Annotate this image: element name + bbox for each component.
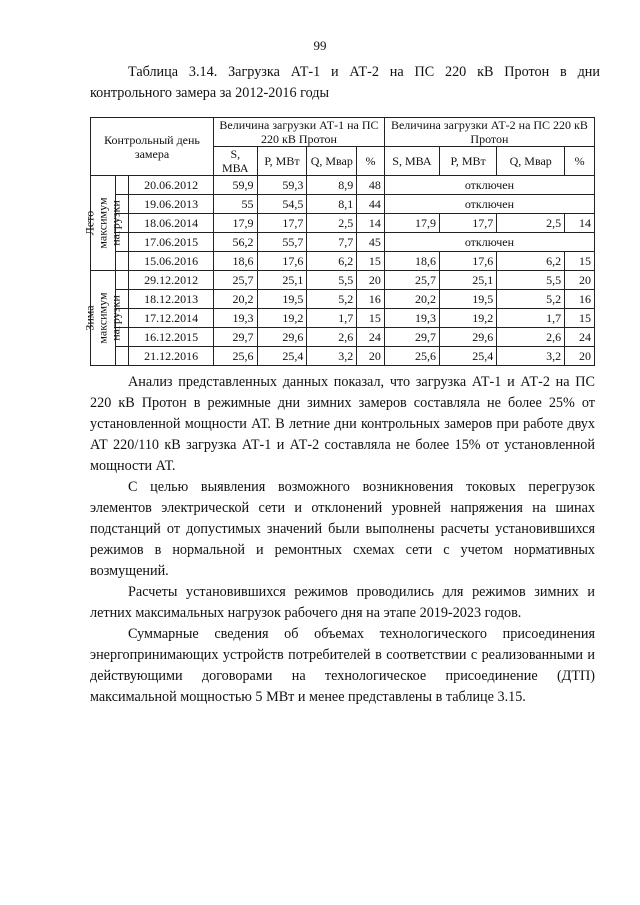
table-body xyxy=(82,118,595,366)
table-row xyxy=(91,214,595,233)
at2-value: 1,7 xyxy=(497,309,565,328)
at2-value: 25,1 xyxy=(440,271,497,290)
at1-value: 17,7 xyxy=(257,214,307,233)
at1-value: 45 xyxy=(357,233,385,252)
at2-value: 15 xyxy=(565,252,595,271)
table-caption xyxy=(90,62,600,104)
table-row xyxy=(91,328,595,347)
col-header: Q, Мвар xyxy=(497,147,565,176)
at1-value: 19,3 xyxy=(214,309,257,328)
at2-value: 6,2 xyxy=(497,252,565,271)
season-label-line: максимум xyxy=(95,197,110,249)
col-header: % xyxy=(357,147,385,176)
season-label-line: максимум xyxy=(95,292,110,344)
at1-value: 5,5 xyxy=(307,271,357,290)
at1-value: 29,6 xyxy=(257,328,307,347)
at2-value: 24 xyxy=(565,328,595,347)
date-cell: 20.06.2012 xyxy=(129,176,214,195)
at1-value: 20,2 xyxy=(214,290,257,309)
date-cell: 15.06.2016 xyxy=(129,252,214,271)
col-header: P, МВт xyxy=(257,147,307,176)
at2-value: 19,5 xyxy=(440,290,497,309)
at2-value: 20 xyxy=(565,271,595,290)
header-row-1 xyxy=(91,118,595,147)
at1-value: 17,6 xyxy=(257,252,307,271)
at1-value: 55,7 xyxy=(257,233,307,252)
at1-value: 29,7 xyxy=(214,328,257,347)
col-header: S, МВА xyxy=(384,147,439,176)
at1-value: 8,1 xyxy=(307,195,357,214)
paragraph: Анализ представленных данных показал, что загрузка АТ-1 и АТ-2 на ПС 220 кВ Протон в режимные дни зимних замеров составляла не более 25% от установленной мощности АТ. В летние дни контрольных замеров при работе двух АТ 220/110 кВ загрузка АТ-1 и АТ-2 составляла не более 15% от установленной мощности АТ. xyxy=(90,374,595,474)
at2-value: 17,7 xyxy=(440,214,497,233)
at1-value: 15 xyxy=(357,309,385,328)
at2-value: 20 xyxy=(565,347,595,366)
col-header: Q, Мвар xyxy=(307,147,357,176)
at2-value: 2,6 xyxy=(497,328,565,347)
col-header: P, МВт xyxy=(440,147,497,176)
spacer-cell xyxy=(116,347,129,366)
at1-header: Величина загрузки АТ-1 на ПС 220 кВ Протон xyxy=(214,118,385,147)
load-table xyxy=(82,117,595,366)
season-label xyxy=(84,292,123,343)
at1-value: 25,7 xyxy=(214,271,257,290)
table-row xyxy=(91,271,595,290)
at2-value: 16 xyxy=(565,290,595,309)
season-label-line: Лето xyxy=(82,210,97,236)
at1-value: 8,9 xyxy=(307,176,357,195)
at1-value: 7,7 xyxy=(307,233,357,252)
page-number: 99 xyxy=(313,38,327,53)
paragraph: С целью выявления возможного возникновения токовых перегрузок элементов электрической сети и отклонений уровней напряжения на шинах подстанций от допустимых значений были выполнены расчеты установившихся режимов в нормальной и ремонтных схемах сети с учетом нормативных возмущений. xyxy=(90,479,595,579)
at2-value: 25,7 xyxy=(384,271,439,290)
at2-value: 19,2 xyxy=(440,309,497,328)
table-row xyxy=(91,252,595,271)
at1-value: 48 xyxy=(357,176,385,195)
date-cell: 17.06.2015 xyxy=(129,233,214,252)
date-cell: 17.12.2014 xyxy=(129,309,214,328)
at1-value: 20 xyxy=(357,271,385,290)
at1-value: 54,5 xyxy=(257,195,307,214)
date-cell: 21.12.2016 xyxy=(129,347,214,366)
paragraph: Суммарные сведения об объемах технологического присоединения энергопринимающих устройств потребителей в соответствии с реализованными и действующими договорами на технологическое присоединение (ДТП) максимальной мощностью 5 МВт и менее представлены в таблице 3.15. xyxy=(90,626,595,705)
at1-value: 15 xyxy=(357,252,385,271)
at2-value: 17,6 xyxy=(440,252,497,271)
at2-value: 2,5 xyxy=(497,214,565,233)
at2-value: 18,6 xyxy=(384,252,439,271)
date-cell: 29.12.2012 xyxy=(129,271,214,290)
caption-line-1: Таблица 3.14. Загрузка АТ-1 и АТ-2 на ПС 220 кВ Протон в дни xyxy=(128,64,600,80)
spacer-cell xyxy=(116,176,129,195)
at1-value: 6,2 xyxy=(307,252,357,271)
at2-value: 19,3 xyxy=(384,309,439,328)
at1-value: 59,3 xyxy=(257,176,307,195)
table-row xyxy=(91,290,595,309)
at2-value: 3,2 xyxy=(497,347,565,366)
at1-value: 24 xyxy=(357,328,385,347)
at2-off-status: отключен xyxy=(384,195,594,214)
at2-value: 14 xyxy=(565,214,595,233)
at2-value: 29,6 xyxy=(440,328,497,347)
paragraph: Расчеты установившихся режимов проводились для режимов зимних и летних максимальных нагрузок рабочего дня на этапе 2019-2023 годов. xyxy=(90,584,595,621)
at2-value: 20,2 xyxy=(384,290,439,309)
date-cell: 18.12.2013 xyxy=(129,290,214,309)
col-header: % xyxy=(565,147,595,176)
at1-value: 2,5 xyxy=(307,214,357,233)
at2-value: 17,9 xyxy=(384,214,439,233)
at2-value: 25,6 xyxy=(384,347,439,366)
season-label-line: нагрузки xyxy=(108,200,123,246)
table-row xyxy=(91,195,595,214)
caption-line-2: контрольного замера за 2012-2016 годы xyxy=(90,85,330,101)
date-cell: 19.06.2013 xyxy=(129,195,214,214)
season-label-cell xyxy=(82,271,123,366)
at1-value: 16 xyxy=(357,290,385,309)
season-label-line: Зима xyxy=(82,305,97,331)
at2-value: 5,5 xyxy=(497,271,565,290)
at1-value: 5,2 xyxy=(307,290,357,309)
date-cell: 18.06.2014 xyxy=(129,214,214,233)
at1-value: 19,2 xyxy=(257,309,307,328)
season-label-cell xyxy=(82,176,123,271)
at1-value: 56,2 xyxy=(214,233,257,252)
body-text xyxy=(90,372,595,708)
spacer-cell xyxy=(116,252,129,271)
table-row xyxy=(91,176,595,195)
spacer-cell xyxy=(116,271,129,290)
at1-value: 3,2 xyxy=(307,347,357,366)
at1-value: 25,1 xyxy=(257,271,307,290)
at1-value: 59,9 xyxy=(214,176,257,195)
at1-value: 25,4 xyxy=(257,347,307,366)
at1-value: 2,6 xyxy=(307,328,357,347)
season-label xyxy=(84,197,123,248)
at1-value: 20 xyxy=(357,347,385,366)
at1-value: 1,7 xyxy=(307,309,357,328)
at1-value: 44 xyxy=(357,195,385,214)
at1-value: 55 xyxy=(214,195,257,214)
at1-value: 19,5 xyxy=(257,290,307,309)
season-label-line: нагрузки xyxy=(108,295,123,341)
table-row xyxy=(91,233,595,252)
table-row xyxy=(91,347,595,366)
col-header: S, МВА xyxy=(214,147,257,176)
at1-value: 14 xyxy=(357,214,385,233)
at2-header: Величина загрузки АТ-2 на ПС 220 кВ Протон xyxy=(384,118,594,147)
date-cell: 16.12.2015 xyxy=(129,328,214,347)
at1-value: 17,9 xyxy=(214,214,257,233)
table-row xyxy=(91,309,595,328)
at2-value: 5,2 xyxy=(497,290,565,309)
at2-value: 25,4 xyxy=(440,347,497,366)
corner-header: Контрольный день замера xyxy=(91,118,214,176)
at2-off-status: отключен xyxy=(384,176,594,195)
at1-value: 25,6 xyxy=(214,347,257,366)
at2-off-status: отключен xyxy=(384,233,594,252)
at2-value: 15 xyxy=(565,309,595,328)
at2-value: 29,7 xyxy=(384,328,439,347)
at1-value: 18,6 xyxy=(214,252,257,271)
